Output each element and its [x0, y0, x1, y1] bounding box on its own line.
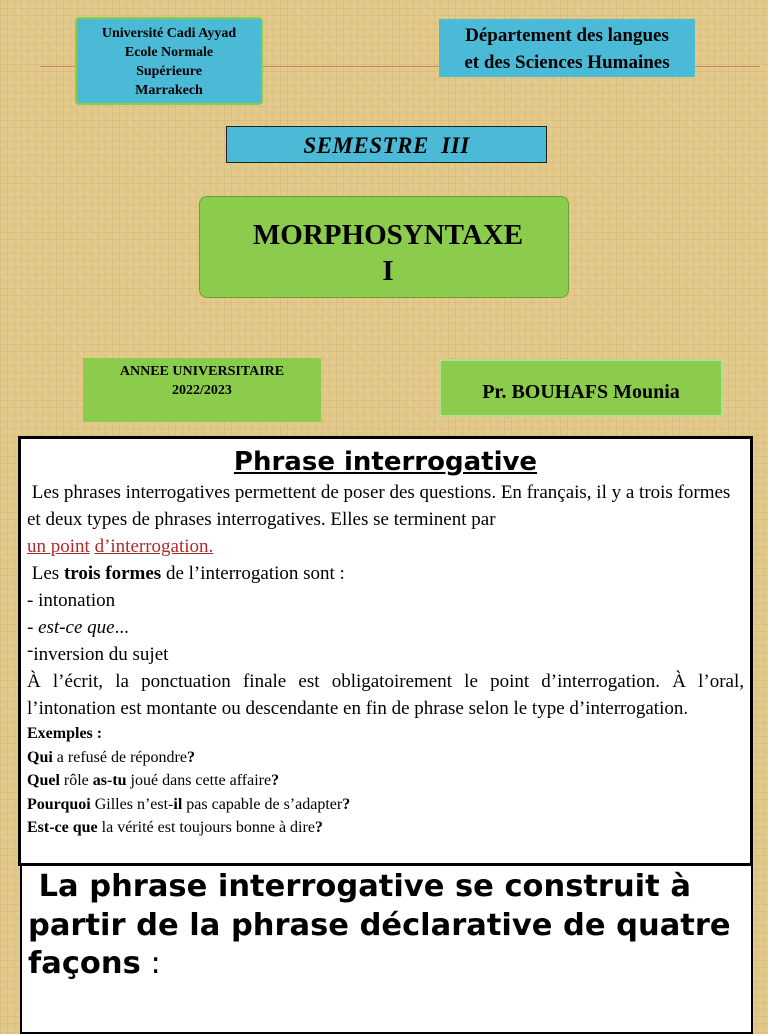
intro-text: Les phrases interrogatives permettent de poser des questions. En français, il y a trois formes et deux types de phrases interrogatives. Elles se terminent par — [27, 482, 736, 530]
ponctuation-paragraph: À l’écrit, la ponctuation finale est obligatoirement le point d’interrogation. À l’oral, l’intonation est montante ou descendante en fin de phrase selon le type d’interrogation. — [27, 671, 744, 719]
course-title: MORPHOSYNTAXE — [252, 219, 524, 251]
academic-year-label: ANNEE UNIVERSITAIRE — [119, 364, 285, 379]
forms-post: de l’interrogation sont : — [161, 563, 345, 584]
form-item-inversion — [27, 641, 744, 668]
example-question-mark: ? — [314, 819, 323, 836]
example-item — [27, 746, 744, 770]
university-line: Université Cadi Ayyad — [101, 26, 237, 41]
example-question-mark: ? — [271, 772, 280, 789]
semester-banner — [226, 126, 547, 163]
example-bold: Est-ce que — [27, 819, 98, 836]
academic-year-box — [83, 358, 321, 422]
course-title-box — [199, 196, 569, 298]
forms-bold: trois formes — [63, 563, 162, 584]
example-item — [27, 816, 744, 840]
example-bold: il — [173, 795, 183, 813]
example-bold: Pourquoi — [27, 795, 91, 813]
semester-label: SEMESTRE III — [303, 133, 470, 158]
construction-text: La phrase interrogative se construit à partir de la phrase déclarative de quatre façons — [28, 869, 742, 981]
example-question-mark: ? — [186, 748, 195, 766]
form-item-intonation: - intonation — [27, 590, 116, 611]
university-box — [75, 17, 263, 105]
example-bold: as-tu — [92, 772, 127, 789]
form-ellipsis: ... — [114, 617, 129, 638]
university-line: Marrakech — [135, 83, 203, 98]
form-dash: - — [27, 617, 39, 638]
intro-paragraph — [27, 479, 744, 560]
example-item — [27, 769, 744, 793]
link-interrogation[interactable]: d’interrogation. — [94, 536, 214, 557]
example-text: Gilles n’est- — [90, 795, 174, 813]
example-text: pas capable de s’adapter — [182, 795, 343, 813]
academic-year-value: 2022/2023 — [172, 383, 232, 398]
examples-label — [27, 722, 744, 746]
university-line: Ecole Normale — [124, 45, 214, 60]
university-line: Supérieure — [136, 64, 202, 79]
link-point[interactable]: un point — [27, 536, 90, 557]
examples-label-text: Exemples : — [27, 725, 103, 742]
professor-box — [439, 359, 723, 417]
construction-colon: : — [140, 946, 161, 981]
example-text: la vérité est toujours bonne à dire — [97, 819, 315, 836]
example-text: joué dans cette affaire — [126, 772, 272, 789]
form-est-ce-que: est-ce que — [38, 617, 115, 638]
example-bold: Qui — [27, 748, 53, 766]
example-text: a refusé de répondre — [52, 748, 187, 766]
forms-intro — [27, 560, 744, 587]
professor-name: Pr. BOUHAFS Mounia — [482, 381, 680, 403]
example-question-mark: ? — [342, 795, 351, 813]
example-item — [27, 793, 744, 817]
department-line: Département des langues — [465, 25, 669, 46]
department-box — [439, 19, 695, 77]
example-text: rôle — [59, 772, 93, 789]
form-dash-raised: - — [27, 640, 34, 661]
example-bold: Quel — [27, 772, 60, 789]
section-title: Phrase interrogative — [233, 447, 538, 477]
interrogative-section — [18, 436, 753, 866]
department-line: et des Sciences Humaines — [464, 52, 670, 73]
construction-box — [20, 864, 753, 1034]
form-item-est-ce-que — [27, 614, 744, 641]
form-inversion-text: inversion du sujet — [33, 644, 169, 665]
course-title-numeral: I — [382, 255, 394, 287]
forms-pre: Les — [27, 563, 64, 584]
